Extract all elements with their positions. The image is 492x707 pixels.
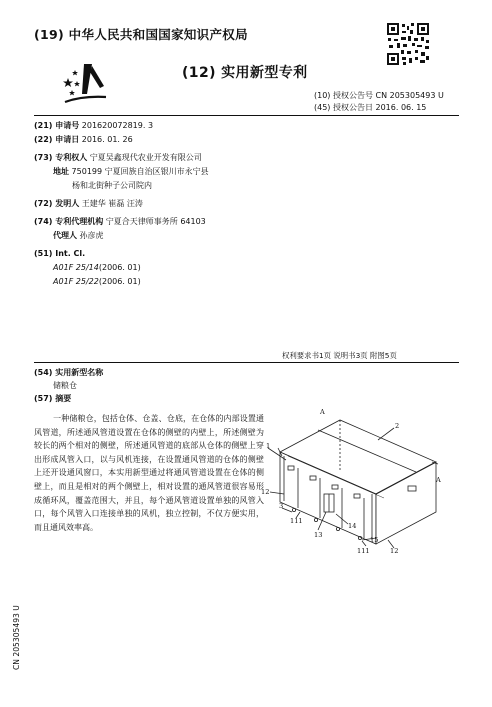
application-date-row: (22) 申请日 2016. 01. 26: [34, 135, 133, 144]
publication-date: (45) 授权公告日 2016. 06. 15: [314, 103, 427, 112]
application-number-row: (21) 申请号 201620072819. 3: [34, 121, 154, 130]
abstract-text: 一种储粮仓，包括仓体、仓盖、仓底，在仓体的内部设置通风管道，所述通风管道设置在仓体的侧壁的内壁上，所述侧壁为较长的两个相对的侧壁，所述通风管道的底部从仓体的侧壁上穿出形成风管入口，以与风机连接，在设置通风管道的仓体的侧壁上还开设通风窗口，本实用新型通过将通风管道设置在仓体的侧壁上，而且是相对的两个侧壁上，相对设置的通风管道很容易形成循环风，覆盖范围大，并且，每个通风管道设置单独的风管入口，每个风管入口连接单独的风机，独立控制，不仅方便实用，而且通风效率高。: [34, 414, 264, 532]
figure-label-111-left: 111: [290, 517, 303, 525]
title-label-row: (54) 实用新型名称: [34, 368, 104, 377]
figure-label-14: 14: [348, 522, 357, 530]
qr-code-icon: [386, 22, 430, 66]
patentee-row: (73) 专利权人 宁夏吴鑫现代农业开发有限公司: [34, 153, 202, 162]
figure-label-12-right: 12: [390, 547, 399, 554]
header-divider: [34, 115, 459, 116]
publication-number: (10) 授权公告号 CN 205305493 U: [314, 91, 444, 100]
abstract-header: [34, 366, 103, 405]
figure-label-13: 13: [314, 531, 323, 539]
utility-model-title: 储粮仓: [53, 381, 77, 390]
bibliographic-data: [34, 119, 209, 289]
address-row: 地址 750199 宁夏回族自治区银川市永宁县: [53, 167, 209, 176]
figure-label-15: 15: [370, 536, 379, 544]
page-count: 权利要求书1页 说明书3页 附图5页: [282, 351, 397, 360]
agency-row: (74) 专利代理机构 宁夏合天律师事务所 64103: [34, 217, 206, 226]
agent-row: 代理人 孙彦虎: [53, 231, 104, 240]
figure-label-a-top: A: [320, 408, 325, 416]
office-title: (19) 中华人民共和国国家知识产权局: [34, 27, 248, 42]
figure-label-1: 1: [266, 442, 271, 450]
inventor-row: (72) 发明人 王建华 崔磊 汪涛: [34, 199, 143, 208]
intcl-row: (51) Int. Cl.: [34, 249, 86, 258]
figure-label-111-right: 111: [357, 547, 370, 554]
abstract-label-row: (57) 摘要: [34, 394, 72, 403]
figure-label-a-right: A: [436, 476, 441, 484]
figure-label-2: 2: [395, 422, 400, 430]
cnipa-emblem-icon: [60, 58, 110, 108]
figure-label-3: 3: [279, 502, 284, 510]
figure-label-12-left: 12: [261, 488, 270, 496]
granary-figure: [258, 404, 458, 554]
intcl-item-2: A01F 25/22(2006. 01): [53, 277, 141, 286]
section-divider: [34, 362, 459, 363]
intcl-item-1: A01F 25/14(2006. 01): [53, 263, 141, 272]
address-row-2: 杨和北街种子公司院内: [72, 181, 152, 190]
patent-type-title: (12) 实用新型专利: [182, 65, 308, 81]
